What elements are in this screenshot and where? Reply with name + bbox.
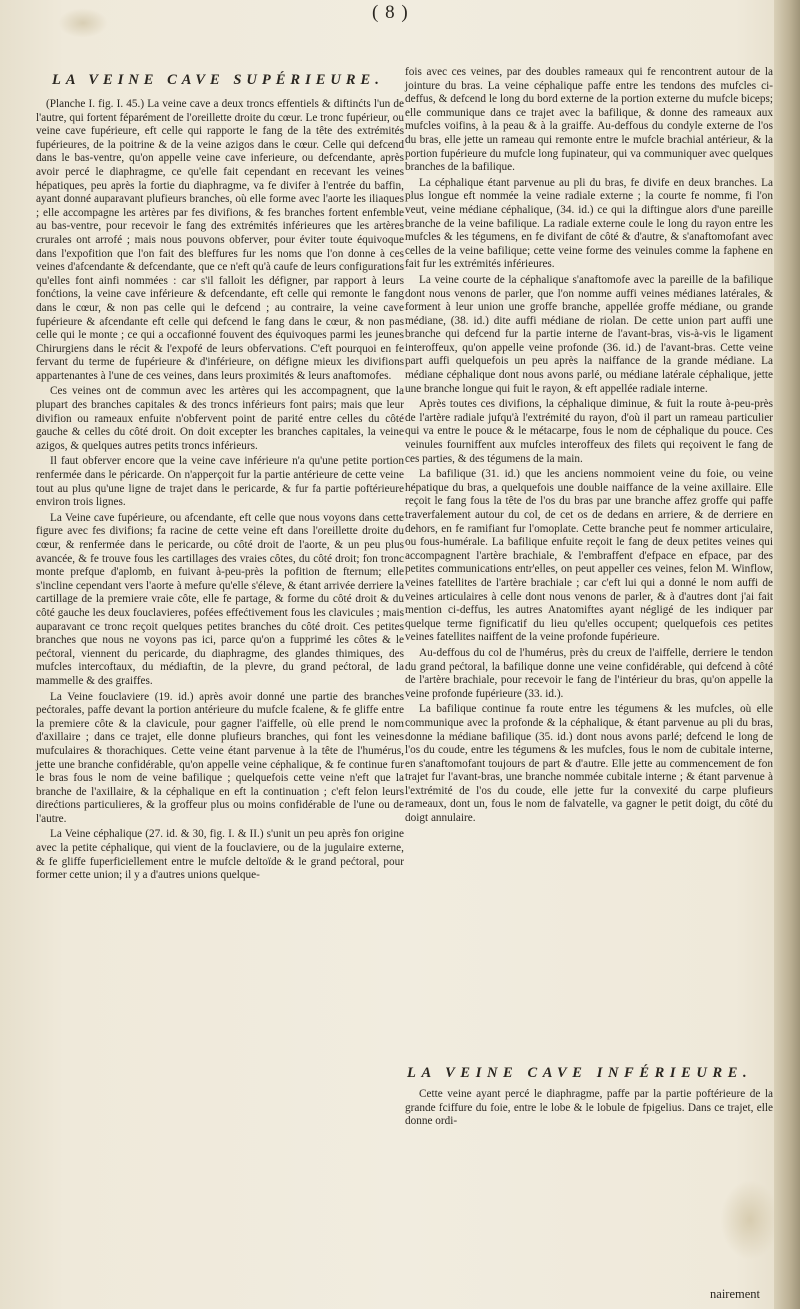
paragraph: Après toutes ces divifions, la céphalique diminue, & fuit la route à-peu-près de l'artère radiale jufqu'à l'extrémité du rayon, d'où il part un rameau particulier qui va entre le pouce & le métacarpe, fous le nom de céphalique du pouce. Ces veinules fourniffent aux mufcles interoffeux des filets qui reçoivent le fang de ces parties, & des tégumens de la main. — [405, 398, 773, 465]
paper-stain — [58, 8, 108, 38]
paragraph: Cette veine ayant percé le diaphragme, paffe par la partie poftérieure de la grande fciffure du foie, entre le lobe & le lobule de fpigelius. Dans ce trajet, elle donne ordi- — [405, 1088, 773, 1128]
right-text-column-end — [405, 1088, 773, 1129]
page-number: ( 8 ) — [372, 2, 409, 23]
section-heading-inferior: LA VEINE CAVE INFÉRIEURE. — [407, 1065, 753, 1081]
right-text-column — [405, 66, 773, 826]
paragraph: (Planche I. fig. I. 45.) La veine cave a deux troncs effentiels & diftinćts l'un de l'autre, qui fortent féparément de l'oreillette droite du cœur. Le tronc fupérieur, ou veine cave fupérieure, eft celle qui rapporte le fang de la tête des extrémités fupérieures, de la poitrine & de la veine azigos dans le cœur. Celle qui defcend dans le bas-ventre, qu'on appelle veine cave inferieure, ou defcendante, après avoir percé le diaphragme, ce qu'elle fait cependant en recevant les veines hépatiques, peu après la fortie du diaphragme, va fe divifer à l'entrée du baffin, ayant donné auparavant plufieurs branches, où elle forme avec l'aorte les iliaques ; elle accompagne les artères par fes divifions, & fes branches fortent enfemble au bas-ventre, pour recevoir le fang des extrémités inférieures que les artères crurales ont arrofé ; mais nous pouvons obferver, pour éviter toute équivoque dans l'expofition que l'on fait des bleffures fur les noms que l'on donne à ces veines d'afcendante & defcendante, que ce n'eft qu'à caufe de leurs configurations qu'elles font ainfi nommées : car s'il falloit les défigner, par rapport à leurs fonćtions, la veine cave inférieure & defcendante, eft celle qui remonte le fang dans le cœur, & non pas celle qui le defcend ; au contraire, la veine cave fupérieure & afcendante eft celle qui defcend le fang dans le cœur, & non pas celle qui le monte ; ce qui a occafionné fouvent des équivoques parmi les jeunes Chirurgiens dans le récit & l'expofé de leurs obfervations. C'eft pourquoi en fe fervant du terme de fupérieure & d'inférieure, on défigne mieux les divifions appartenantes à l'une de ces veines, dans leurs proximités & leurs anaftomofes. — [36, 98, 404, 382]
paragraph: La Veine fouclaviere (19. id.) après avoir donné une partie des branches pećtorales, paffe devant la portion antérieure du mufcle fcalene, & fe gliffe entre la premiere côte & la clavicule, pour gagner l'aiffelle, où elle prend le nom d'axillaire ; dans ce trajet, elle donne plufieurs branches, qui font les veines mufculaires & thorachiques. Cette veine étant parvenue à la tête de l'humérus, jette une branche confidérable, qu'on appelle veine céphalique, & fe continue fur le bras fous le nom de veine bafilique ; quelquefois cette veine n'eft que la branche de l'axillaire, & la céphalique en eft la continuation ; c'eft felon leurs direćtions particulieres, & la groffeur plus ou moins confidérable de l'une ou de l'autre. — [36, 690, 404, 825]
paragraph: La Veine céphalique (27. id. & 30, fig. I. & II.) s'unit un peu après fon origine avec la petite céphalique, qui vient de la fouclaviere, ou de la jugulaire externe, & fe gliffe fuperficiellement entre le mufcle deltoïde & le grand pećtoral, pour former cette union; il y a d'autres unions quelque- — [36, 828, 404, 882]
paper-stain — [720, 1180, 780, 1260]
paragraph: La Veine cave fupérieure, ou afcendante, eft celle que nous voyons dans cette figure avec fes divifions; fa racine de cette veine eft dans l'oreillette droite du cœur, & renfermée dans le pericarde, ou côté droit de l'aorte, & un peu plus avancée, & fe trouve fous les cartillages des vraies côtes, du côté droit; fon tronc monte prefque d'aplomb, en fuivant à-peu-près la pofition de fternum; elle s'incline cependant vers l'aorte à mefure qu'elle s'éleve, & étant arrivée derriere la cartillage de la premiere vraie côte, elle fe partage, & forme du côté droit & du côté gauche les deux fouclavieres, pofées effećtivement fous les clavicules ; mais auparavant ce tronc reçoit quelques petites branches du côté droit. Ces petites branches que nous ne voyons pas ici, parce qu'on a fupprimé les côtes & le pećtoral, viennent du pericarde, du diaphragme, des glandes thimiques, des mufcles intercoftaux, du médiaftin, de la plevre, du grand pećtoral, de la mammelle & des graiffes. — [36, 511, 404, 687]
paragraph: Il faut obferver encore que la veine cave inférieure n'a qu'une petite portion renfermée dans le péricarde. On n'apperçoit fur la partie antérieure de cette veine tout au plus qu'une ligne de trajet dans le pericarde, & fur fa partie poftérieure environ trois lignes. — [36, 455, 404, 509]
left-text-column — [36, 98, 404, 883]
paragraph: fois avec ces veines, par des doubles rameaux qui fe rencontrent autour de la jointure du bras. La veine céphalique paffe entre les tendons des mufcles ci-deffus, & defcend le long du bord externe de la portion externe du mufcle biceps; elle communique dans ce trajet avec la bafilique, & donne des rameaux aux mufcles voifins, à la peau & à la graiffe. Au-deffous du condyle externe de l'os du bras, elle jette un rameau qui remonte entre le mufcle brachial antérieur, & la portion fupérieure du mufcle long fupinateur, qui va communiquer avec quelques branches de la bafilique. — [405, 66, 773, 174]
paragraph: Au-deffous du col de l'humérus, près du creux de l'aiffelle, derriere le tendon du grand pećtoral, la bafilique donne une veine confidérable, qui defcend à côté de l'artère brachiale, pour recevoir le fang de l'intérieur du bras, qu'on appelle la veine profonde fupérieure (33. id.). — [405, 646, 773, 700]
paragraph: La bafilique (31. id.) que les anciens nommoient veine du foie, ou veine hépatique du bras, a quelquefois une double naiffance de la veine axillaire. Elle reçoit le fang fous la tête de l'os du bras par une branche affez groffe qui paffe traverfalement autour du col, de cet os de dedans en arriere, & de derriere en dehors, en fe ramifiant fur l'omoplate. Cette branche peut fe nommer articulaire, ou fous-humérale. La bafilique enfuite reçoit le fang de deux petites veines qui accompagnent l'artère brachiale, & l'embraffent d'efpace en efpace, par des petites communications entr'elles, on peut appeller ces veines, felon M. Winflow, veines fatellites de l'artère brachiale ; car c'eft lui qui a donné le nom auffi de veines articulaires à celle dont nous venons de parler, & à d'autres dont j'ai fait mention ci-deffus, les autres Anatomiftes ayant négligé de les indiquer par quelque terme fignificatif du lieu qu'elles occupent; quelquefois ces petites veines fatellites naiffent de la veine profonde fupérieure. — [405, 468, 773, 644]
paragraph: La céphalique étant parvenue au pli du bras, fe divife en deux branches. La plus longue eft nommée la veine radiale externe ; la courte fe nomme, fi l'on veut, veine médiane céphalique, (34. id.) ce qui la diftingue alors d'une pareille branche de la veine bafilique. La radiale externe coule le long du rayon entre les mufcles & les tégumens, en fe divifant de côté & d'autre, & s'anaftomofant avec celles de la veine bafilique; cette veine forme des veinules comme la faphene en fait fur les extrémités inférieures. — [405, 176, 773, 271]
paragraph: La bafilique continue fa route entre les tégumens & les mufcles, où elle communique avec la profonde & la céphalique, & étant parvenue au pli du bras, donne la médiane bafilique (35. id.) dont nous avons parlé; defcend le long de l'os du coude, entre les tégumens & les mufcles, fous le nom de cubitale interne, en s'anaftomofant toujours de part & d'autre. Elle jette au commencement de fon trajet fur l'avant-bras, une branche nommée cubitale interne ; & étant parvenue à l'extrémité de l'os du coude, elle jette fur la convexité du carpe plufieurs rameaux, dont un, fous le nom de falvatelle, va gagner le petit doigt, du côté du doigt annulaire. — [405, 703, 773, 825]
catchword: nairement — [710, 1287, 760, 1301]
page-gutter-shadow — [774, 0, 800, 1309]
paragraph: Ces veines ont de commun avec les artères qui les accompagnent, que la plupart des branches capitales & des troncs inférieurs font pairs; mais que leur divifion ou rameaux enfuite n'obfervent point de parité entre celles du côté gauche & celles du côté droit. On doit excepter les branches capitales, la veine azigos, & quelques autres petits troncs inférieurs. — [36, 385, 404, 452]
section-heading-superior: LA VEINE CAVE SUPÉRIEURE. — [52, 72, 384, 88]
paragraph: La veine courte de la céphalique s'anaftomofe avec la pareille de la bafilique dont nous venons de parler, que l'on nomme auffi veines médianes latérales, & forment à leur union une groffe branche, appellée groffe médiane, ou grande médiane, (38. id.) dite auffi médiane de riolan. De cette union part auffi une branche qui defcend fur la partie interne de l'avant-bras, vis-à-vis le ligament interoffeux, qu'on appelle veine profonde (36. id.) de l'avant-bras. Cette veine part auffi quelquefois un peu après la naiffance de la grande médiane. La médiane céphalique dont nous avons parlé, ou médiane latérale céphalique, jette une branche longue qui fuit le rayon, & eft appellée radiale interne. — [405, 273, 773, 395]
